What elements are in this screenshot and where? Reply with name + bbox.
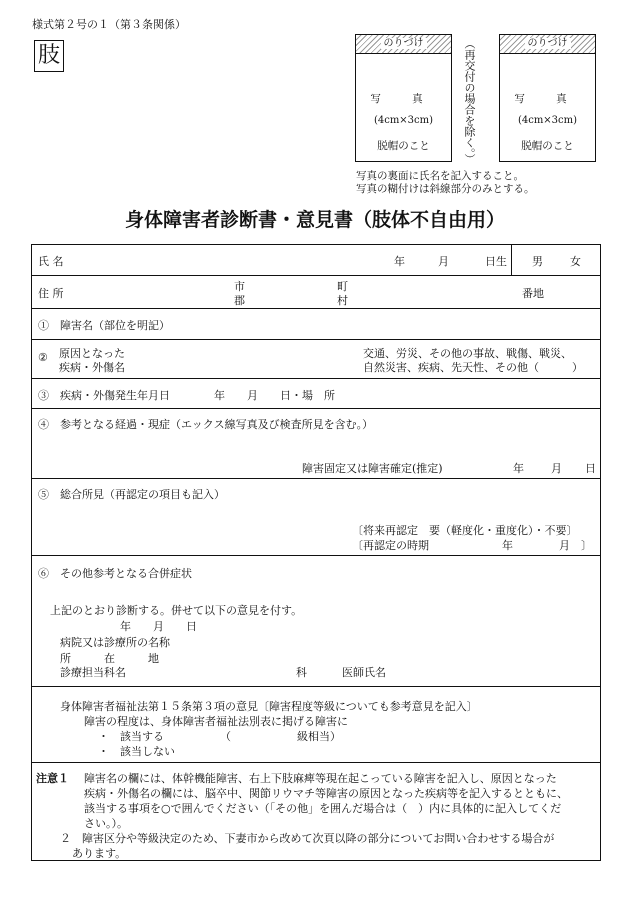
cause-options: 交通、労災、その他の事故、戦傷、戦災、 xyxy=(363,347,572,360)
birth-day: 日生 xyxy=(485,255,507,268)
photo-header: のりづけ xyxy=(381,38,427,49)
photo-instruction: 写真の糊付けは斜線部分のみとする。 xyxy=(356,183,535,195)
item2-label: 疾病・外傷名 xyxy=(59,361,125,374)
opinion-text: 障害の程度は、身体障害者福祉法別表に掲げる障害に xyxy=(84,715,348,728)
photo-box-right xyxy=(499,34,596,162)
limb-mark: 肢 xyxy=(34,40,64,72)
reissue-note: （再交付の場合を除く。） xyxy=(463,38,476,165)
photo-instruction: 写真の裏面に氏名を記入すること。 xyxy=(356,170,524,182)
item-history-label: ④ 参考となる経過・現症（エックス線写真及び検査所見を含む。） xyxy=(38,418,374,431)
photo-box-left xyxy=(355,34,452,162)
opinion-heading: 身体障害者福祉法第１５条第３項の意見〔障害程度等級についても参考意見を記入〕 xyxy=(60,700,478,713)
address-gun: 郡 xyxy=(234,294,245,307)
photo-label: 写 真 xyxy=(370,93,437,105)
address-shi: 市 xyxy=(234,280,245,293)
opinion-applicable: ・ 該当する xyxy=(98,730,164,743)
note-1: 疾病・外傷名の欄には、脳卒中、関節リウマチ等障害の原因となった疾病等を記入するとともに、 xyxy=(84,787,568,800)
opinion-grade: （ 級相当） xyxy=(220,730,341,743)
name-label: 氏 名 xyxy=(38,255,64,268)
recert-timing: 〔再認定の時期 xyxy=(352,539,429,552)
item2-label: 原因となった xyxy=(59,347,125,360)
form-title: 身体障害者診断書・意見書（肢体不自由用） xyxy=(124,209,505,231)
diagnosis-date: 年 月 日 xyxy=(120,620,197,633)
birth-year: 年 xyxy=(394,255,405,268)
photo-size: (4cm×3cm) xyxy=(517,115,578,126)
fixed-day: 日 xyxy=(585,462,596,475)
doctor-name-label: 医師氏名 xyxy=(342,666,386,679)
note-1: 障害名の欄には、体幹機能障害、右上下肢麻痺等現在起こっている障害を記入し、原因となった xyxy=(84,772,557,785)
fixed-month: 月 xyxy=(551,462,562,475)
item-onset-date: ③ 疾病・外傷発生年月日 年 月 日・場 所 xyxy=(38,389,335,402)
recert-year: 年 xyxy=(502,539,513,552)
department-label: 診療担当科名 xyxy=(60,666,126,679)
form-table xyxy=(31,244,601,861)
birth-month: 月 xyxy=(438,255,449,268)
hospital-location-label: 所 在 地 xyxy=(60,652,159,665)
recert-month: 月 〕 xyxy=(559,539,592,552)
note-1: さい。）。 xyxy=(84,817,128,830)
note-2: あります。 xyxy=(72,847,127,860)
item-complications: ⑥ その他参考となる合併症状 xyxy=(38,567,192,580)
note-2: ２ 障害区分や等級決定のため、下妻市から改めて次頁以降の部分についてお問い合わせする場合が xyxy=(60,832,555,845)
photo-instructions xyxy=(356,170,535,196)
department-ka: 科 xyxy=(296,666,307,679)
photo-note: 脱帽のこと xyxy=(377,140,430,152)
address-label: 住 所 xyxy=(38,287,64,300)
opinion-not-applicable: ・ 該当しない xyxy=(98,745,175,758)
address-machi: 町 xyxy=(337,280,348,293)
notes-label: 注意１ xyxy=(36,772,69,785)
cause-options: 自然災害、疾病、先天性、その他（ ） xyxy=(363,361,583,374)
sex-female: 女 xyxy=(570,255,581,268)
diagnosis-statement: 上記のとおり診断する。併せて以下の意見を付す。 xyxy=(50,604,303,617)
address-mura: 村 xyxy=(337,294,348,307)
hospital-name-label: 病院又は診療所の名称 xyxy=(60,636,170,649)
form-id: 様式第２号の１（第３条関係） xyxy=(32,18,186,31)
photo-size: (4cm×3cm) xyxy=(373,115,434,126)
item-disability-name: ① 障害名（部位を明記） xyxy=(38,319,170,332)
note-1: 該当する事項を○で囲んでください（「その他」を囲んだ場合は（ ）内に具体的に記入してくだ xyxy=(84,802,562,815)
item2-number: ② xyxy=(38,351,48,364)
photo-label: 写 真 xyxy=(514,93,581,105)
photo-header: のりづけ xyxy=(525,38,571,49)
recert-future: 〔将来再認定 要（軽度化・重度化）・不要〕 xyxy=(352,524,578,537)
photo-note: 脱帽のこと xyxy=(521,140,574,152)
fixed-date-label: 障害固定又は障害確定(推定) xyxy=(302,462,443,475)
address-banchi: 番地 xyxy=(522,287,544,300)
fixed-year: 年 xyxy=(513,462,524,475)
sex-male: 男 xyxy=(532,255,543,268)
item-findings-label: ⑤ 総合所見（再認定の項目も記入） xyxy=(38,488,225,501)
